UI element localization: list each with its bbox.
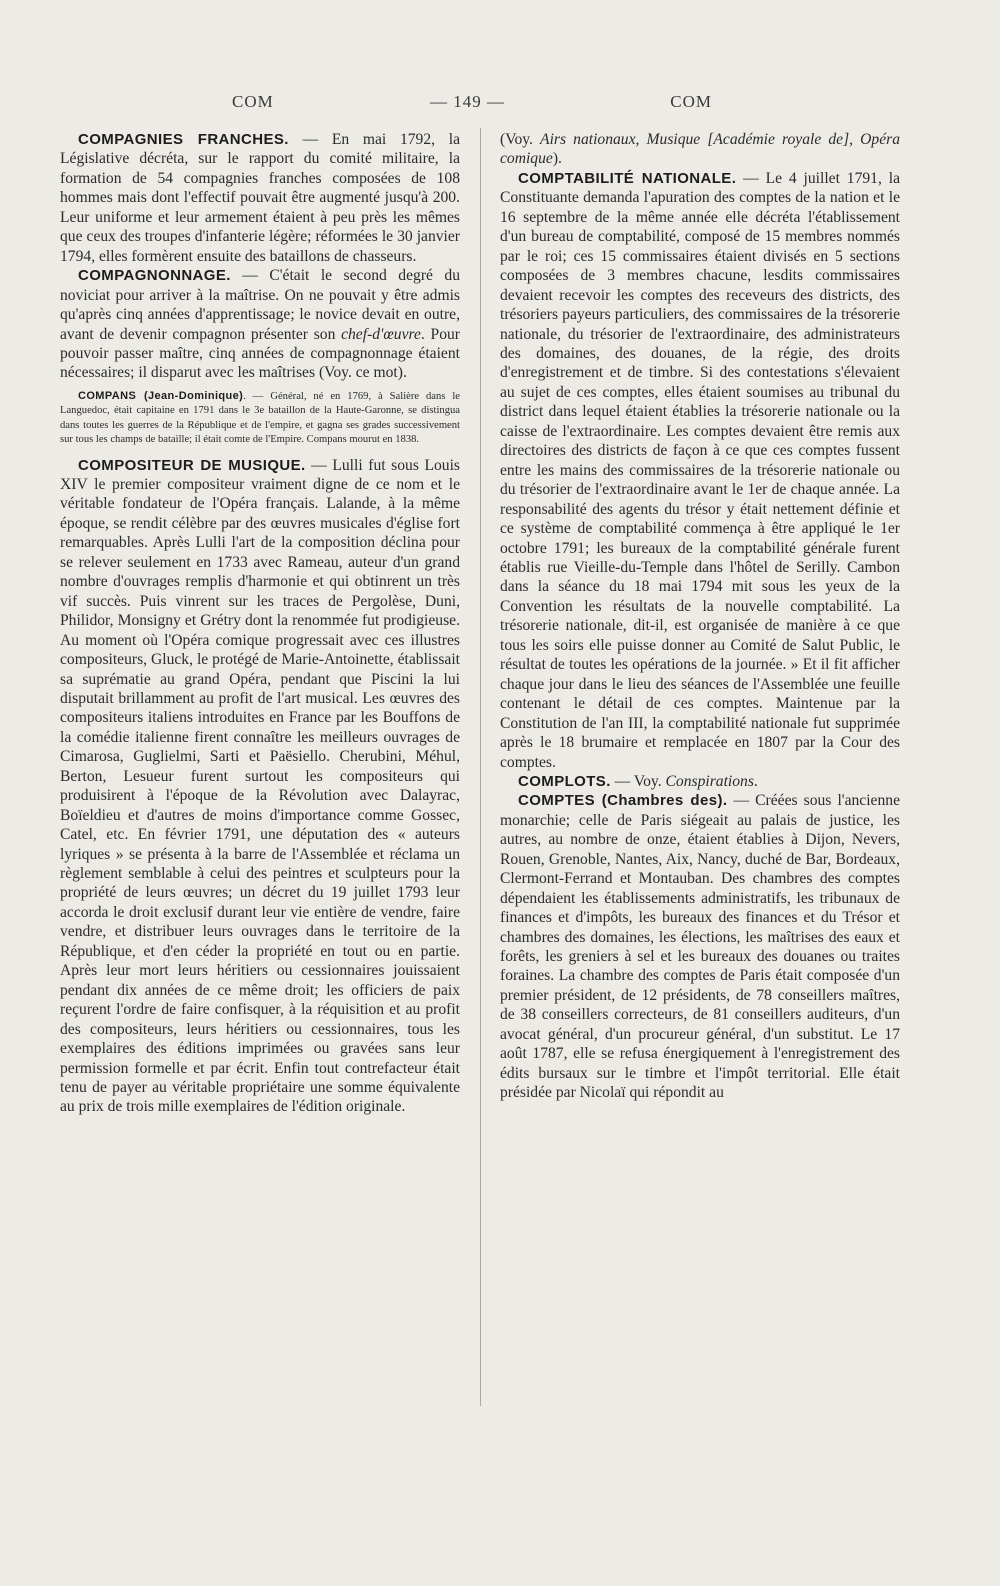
entry-head: COMPANS (Jean-Dominique) bbox=[78, 389, 244, 402]
entry-head: COMPAGNONNAGE. bbox=[78, 267, 231, 285]
entry-compans bbox=[60, 389, 460, 448]
column-rule bbox=[480, 128, 481, 1406]
entry-comptes bbox=[500, 791, 900, 1102]
voy-end: ). bbox=[552, 150, 562, 168]
entry-head: COMPAGNIES FRANCHES. bbox=[78, 131, 289, 148]
entry-text: — Le 4 juillet 1791, la Constituante demanda l'apuration des comptes de la nation et le 16 septembre de la même année elle décréta l'établissement d'un bureau de comptabilité, composé de 15 membres nommés par le roi; ces 15 commissaires étaient divisés en 5 sections composées de 3 membres chacune, lesdits commissaires devaient recevoir les comptes des receveurs des districts, des trésoriers payeurs particuliers, des commissaires de la trésorerie nationale, du trésorier de l'extraordinaire, des administrateurs des domaines, des douanes, de la régie, des droits d'enregistrement et de timbre. Si des contestations s'élevaient au sujet de ces comptes, elles étaient soumises au tribunal du district dans lequel étaient établies la trésorerie nationale ou la caisse de l'extraordinaire. Les comptes devaient être remis aux directoires des districts de façon à ce que ces comptes fussent entre les mains des commissaires de la trésorerie nationale ou du trésorier de l'extraordinaire avant le 1er de chaque année. La responsabilité des agents du trésor y était nettement définie et ce système de comptabilité commença à être appliqué le 1er octobre 1791; les bureaux de la comptabilité générale furent établis rue Vieille-du-Temple dans l'hôtel de Serilly. Cambon dans la séance du 18 mai 1794 mit sous les yeux de la Convention les résultats de la nouvelle comptabilité. La trésorerie nationale, dit-il, est organisée de manière à ce que tous les soirs elle puisse donner au Comité de Salut Public, le résultat de toutes les opérations de la journée. » Et il fit afficher chaque jour dans le lieu des séances de l'Assemblée une feuille contenant le détail de ces comptes. Maintenue par la Constitution de l'an III, la comptabilité nationale fut supprimée après le 18 brumaire et remplacée en 1807 par la Cour des comptes. bbox=[500, 169, 900, 771]
header-right: COM bbox=[670, 92, 712, 111]
entry-text: — En mai 1792, la Législative décréta, sur le rapport du comité militaire, la formation de 54 compagnies franches composées de 108 hommes mais dont l'effectif pouvait être augmenté jusqu'à 200. Leur uniforme et leur armement étaient à peu près les mêmes que ceux des troupes d'infanterie légère; réformées le 30 janvier 1794, elles formèrent ensuite des bataillons de chasseurs. bbox=[60, 131, 460, 265]
page-number: — 149 — bbox=[430, 92, 505, 111]
left-column bbox=[60, 130, 460, 1117]
entry-head: COMPTABILITÉ NATIONALE. bbox=[518, 169, 737, 187]
entry-text: — Lulli fut sous Louis XIV le premier compositeur vraiment digne de ce nom et le véritable fondateur de l'Opéra français. Lalande, à la même époque, se rendit célèbre par des œuvres musicales d'église fort remarquables. Après Lulli l'art de la composition déclina pour se relever seulement en 1733 avec Rameau, auteur d'un grand nombre d'ouvrages remplis d'harmonie et qui obtinrent un très vif succès. Puis vinrent sur les traces de Pergolèse, Duni, Philidor, Monsigny et Grétry dont la renommée fut prodigieuse. Au moment où l'Opéra comique progressait avec ces illustres compositeurs, Gluck, le protégé de Marie-Antoinette, établissait sa suprématie au grand Opéra, pendant que Piscini la lui disputait brillamment au profit de l'art musical. Les œuvres des compositeurs italiens introduites en France par les Bouffons de la comédie italienne firent connaître les meilleurs ouvrages de Cimarosa, Guglielmi, Sarti et Paësiello. Cherubini, Méhul, Berton, Lesueur furent surtout les compositeurs qui produisirent à l'époque de la Révolution avec Dalayrac, Boïeldieu et d'autres de moins d'importance comme Gossec, Catel, etc. En février 1791, une députation des « auteurs lyriques » se présenta à la barre de l'Assemblée et réclama un règlement semblable à celui des peintres et sculpteurs pour la propriété de leurs œuvres; un décret du 19 juillet 1793 leur accorda le droit exclusif durant leur vie entière de vendre, faire vendre, et distribuer leurs ouvrages dans le territoire de la République, et d'en céder la propriété en tout ou en partie. Après leur mort leurs héritiers ou cessionnaires jouissaient pendant dix années de ce même droit; les officiers de paix reçurent l'ordre de faire confisquer, à la réquisition et au profit des compositeurs, leurs héritiers ou cessionnaires, tous les exemplaires des éditions imprimées ou gravées sans leur permission formelle et par écrit. Enfin tout contrefacteur était tenu de payer au véritable propriétaire une somme équivalente au prix de trois mille exemplaires de l'édition originale. bbox=[60, 456, 460, 1116]
entry-text: . Pour pouvoir passer maître, cinq années de compagnonnage étaient nécessaires; il disparut avec les maîtrises (Voy. ce mot). bbox=[60, 325, 460, 382]
entry-italic: Conspirations bbox=[665, 772, 754, 790]
entry-compagnies-franches bbox=[60, 130, 460, 266]
voy-italic: Airs nationaux, Musique [Académie royale de], Opéra comique bbox=[500, 131, 901, 168]
right-column bbox=[500, 130, 900, 1103]
entry-comptabilite bbox=[500, 169, 900, 772]
entry-continuation bbox=[500, 130, 900, 169]
entry-head: COMPLOTS. bbox=[518, 772, 611, 790]
running-head bbox=[232, 92, 712, 120]
entry-text: . bbox=[753, 772, 758, 790]
entry-text: — Voy. bbox=[610, 772, 666, 790]
entry-head: COMPTES (Chambres des). bbox=[518, 792, 728, 810]
entry-compositeur bbox=[60, 456, 460, 1117]
entry-text: — Créées sous l'ancienne monarchie; celle de Paris siégeait au palais de justice, les autres, au nombre de onze, étaient établies à Dijon, Nevers, Rouen, Grenoble, Nantes, Aix, Nancy, duché de Bar, Bordeaux, Clermont-Ferrand et Montauban. Des chambres des comptes dépendaient les établissements administratifs, les tribunaux de finances et d'impôts, les bureaux des finances et du Trésor et chambres des domaines, les élections, les maîtrises des eaux et forêts, les greniers à sel et les bureaux des douanes ou traites foraines. La chambre des comptes de Paris était composée d'un premier président, de 12 présidents, de 78 conseillers maîtres, de 38 conseillers correcteurs, de 81 conseillers auditeurs, d'un avocat général, d'un procureur général, d'un substitut. Le 17 août 1787, elle se refusa énergiquement à l'enregistrement des édits bursaux sur le timbre et l'impôt territorial. Elle était présidée par Nicolaï qui répondit au bbox=[500, 792, 900, 1102]
entry-head: COMPOSITEUR DE MUSIQUE. bbox=[78, 456, 306, 474]
entry-italic: chef-d'œuvre bbox=[341, 325, 421, 343]
header-left: COM bbox=[232, 92, 274, 111]
entry-text: . — Général, né en 1769, à Salière dans le Languedoc, était capitaine en 1791 dans le 3e bataillon de la Haute-Garonne, se distingua dans toutes les guerres de la République et de l'empire, et gagna ses grades successivement sur tous les champs de bataille; il était comte de l'Empire. Compans mourut en 1838. bbox=[60, 390, 460, 446]
entry-text: — C'était le second degré du noviciat pour arriver à la maîtrise. On ne pouvait y être admis qu'après cinq années d'apprentissage; le novice devait en outre, avant de devenir compagnon présenter son bbox=[60, 267, 460, 343]
voy-lead: (Voy. bbox=[500, 131, 541, 148]
entry-compagnonnage bbox=[60, 266, 460, 383]
entry-complots bbox=[500, 772, 900, 791]
